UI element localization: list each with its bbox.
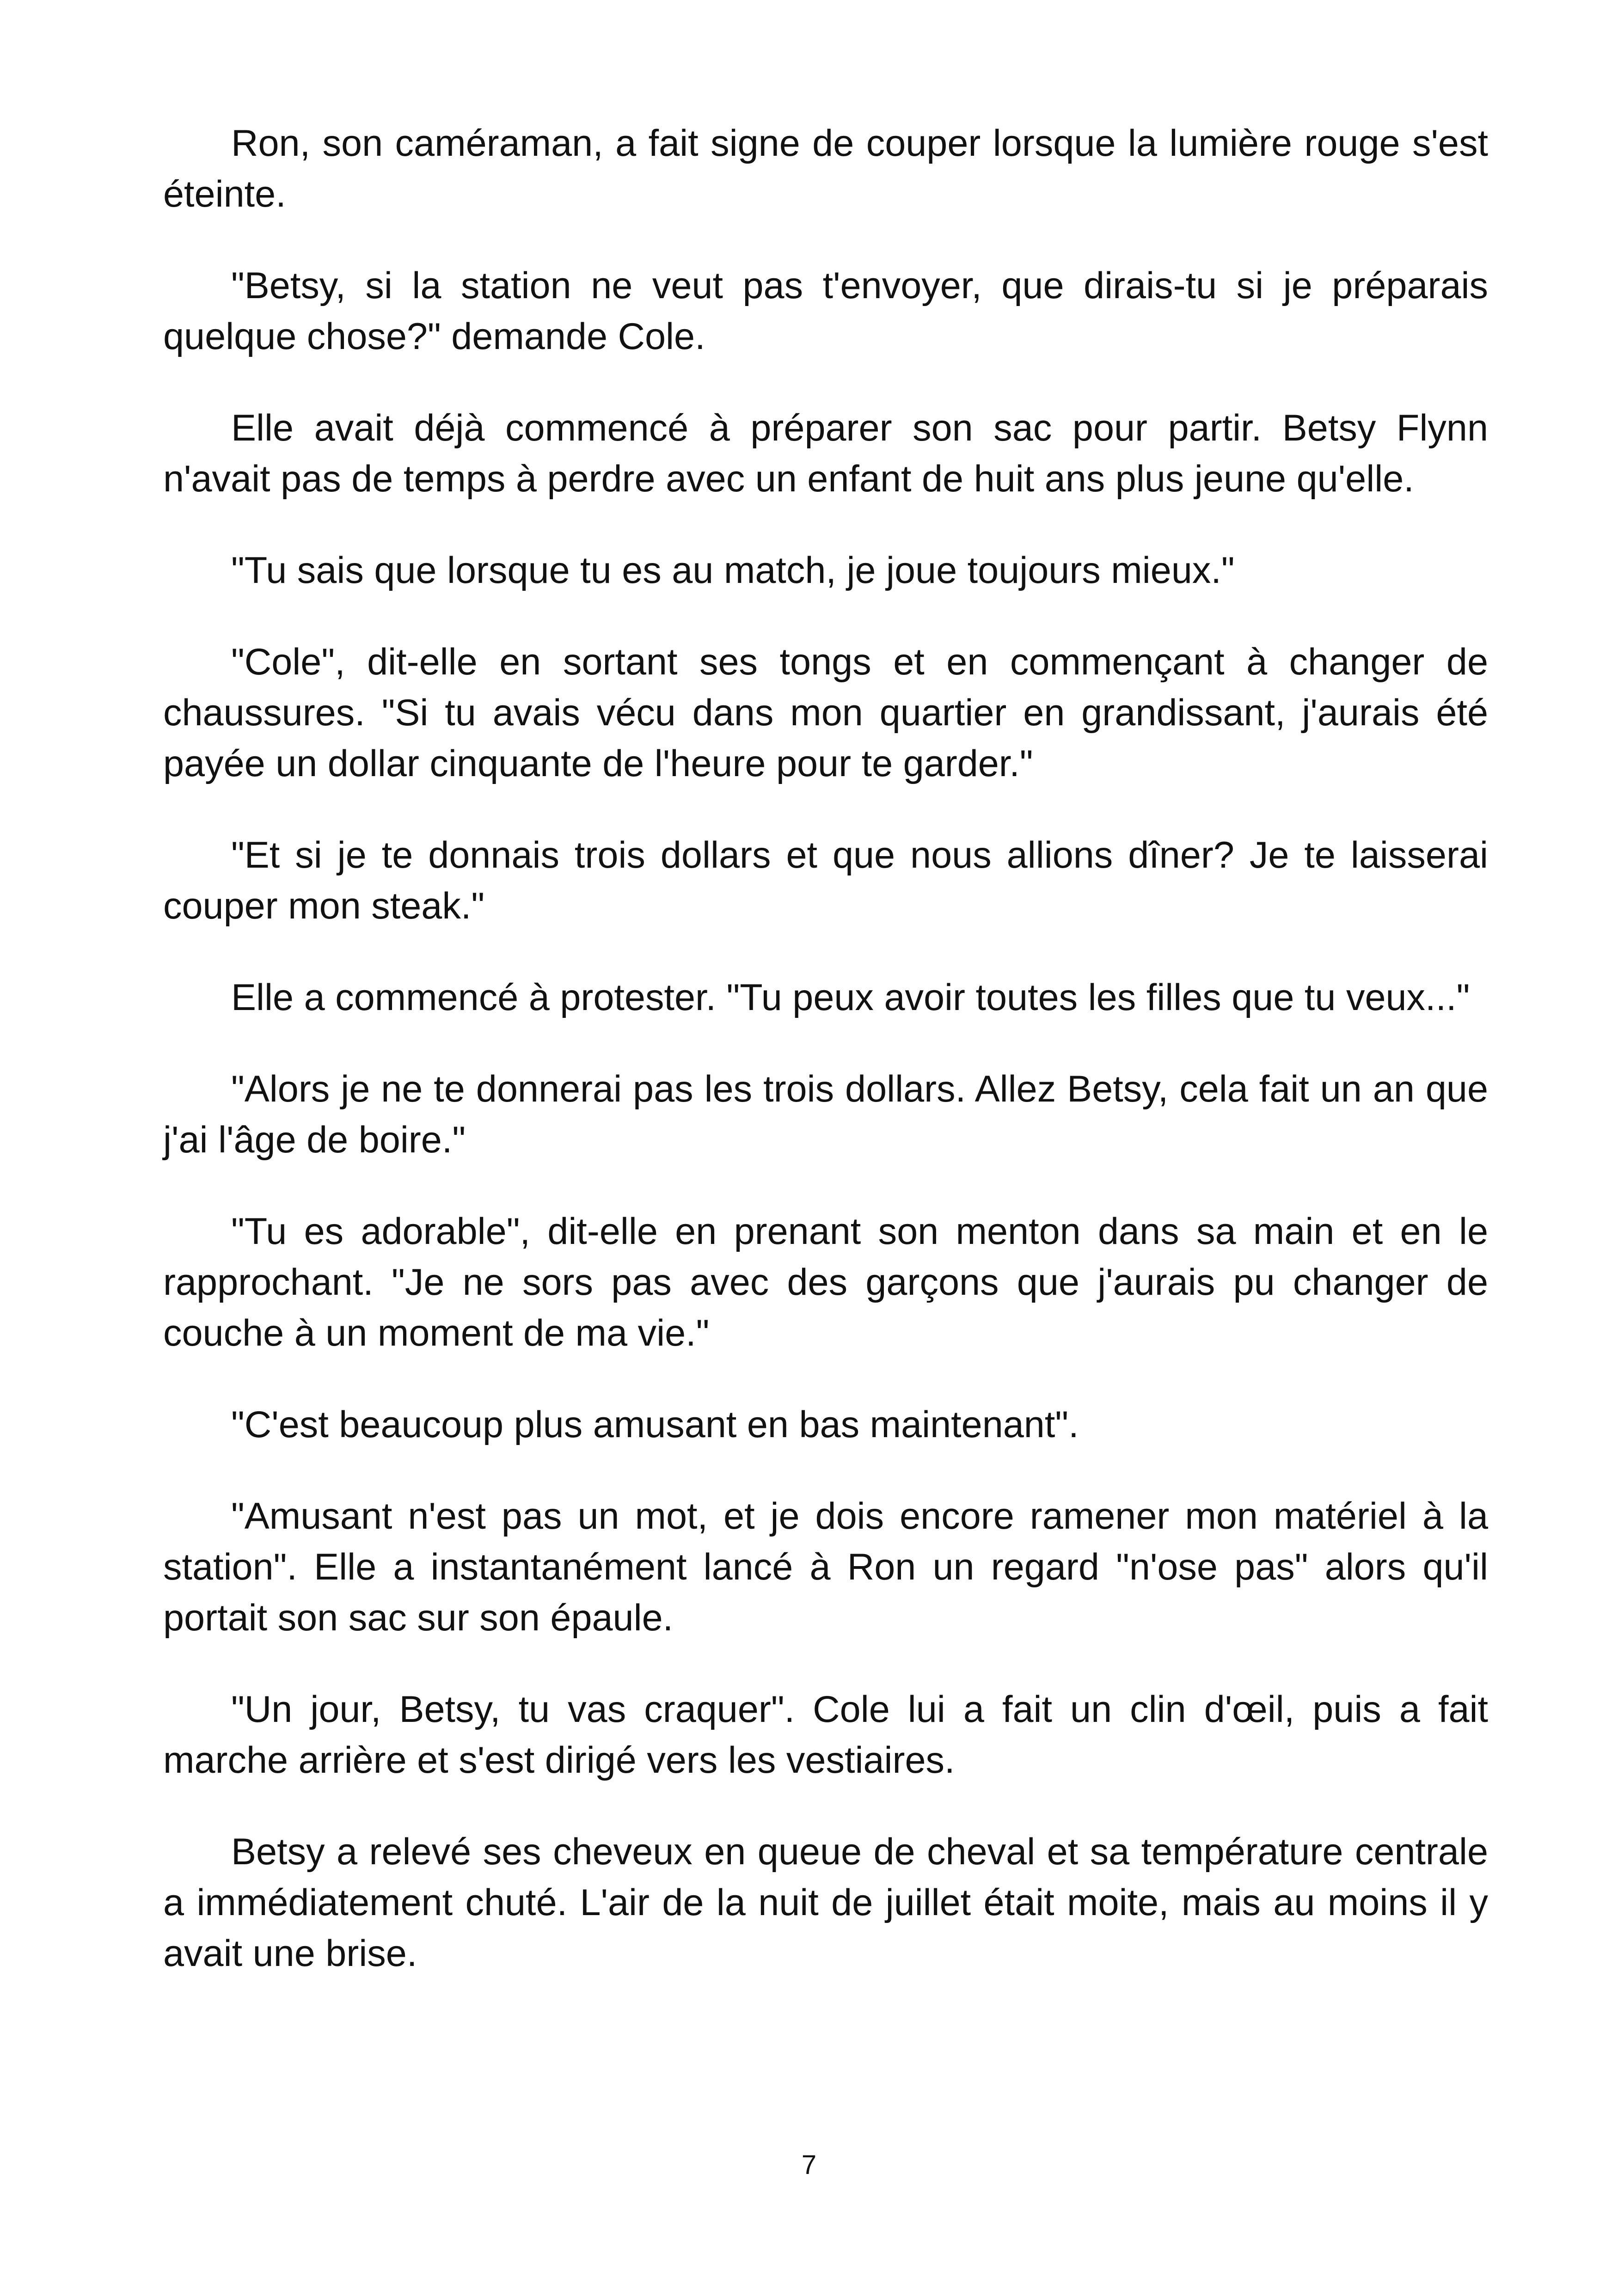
page-number: 7 bbox=[801, 2150, 817, 2180]
paragraph: "Tu es adorable", dit-elle en prenant son menton dans sa main et en le rapprochant. "Je ne sors pas avec des garçons que j'aurais pu changer de couche à un moment de ma vie." bbox=[163, 1211, 1488, 1354]
body-text bbox=[163, 118, 1488, 2020]
paragraph: "Betsy, si la station ne veut pas t'envoyer, que dirais-tu si je préparais quelque chose?" demande Cole. bbox=[163, 265, 1488, 357]
paragraph: "Tu sais que lorsque tu es au match, je joue toujours mieux." bbox=[231, 550, 1235, 591]
paragraph: "C'est beaucoup plus amusant en bas maintenant". bbox=[231, 1404, 1079, 1445]
paragraph: "Amusant n'est pas un mot, et je dois encore ramener mon matériel à la station". Elle a instantanément lancé à Ron un regard "n'ose pas" alors qu'il portait son sac sur son épaule. bbox=[163, 1495, 1488, 1639]
paragraph: Betsy a relevé ses cheveux en queue de cheval et sa température centrale a immédiatement chuté. L'air de la nuit de juillet était moite, mais au moins il y avait une brise. bbox=[163, 1831, 1488, 1974]
paragraph: "Et si je te donnais trois dollars et que nous allions dîner? Je te laisserai couper mon steak." bbox=[163, 834, 1488, 927]
paragraph: Elle avait déjà commencé à préparer son sac pour partir. Betsy Flynn n'avait pas de temps à perdre avec un enfant de huit ans plus jeune qu'elle. bbox=[163, 407, 1488, 500]
paragraph: "Un jour, Betsy, tu vas craquer". Cole lui a fait un clin d'œil, puis a fait marche arrière et s'est dirigé vers les vestiaires. bbox=[163, 1689, 1488, 1781]
paragraph: "Alors je ne te donnerai pas les trois dollars. Allez Betsy, cela fait un an que j'ai l'âge de boire." bbox=[163, 1068, 1488, 1161]
paragraph: Ron, son caméraman, a fait signe de couper lorsque la lumière rouge s'est éteinte. bbox=[163, 122, 1488, 215]
paragraph: "Cole", dit-elle en sortant ses tongs et en commençant à changer de chaussures. "Si tu avais vécu dans mon quartier en grandissant, j'aurais été payée un dollar cinquante de l'heure pour te garder." bbox=[163, 641, 1488, 784]
paragraph: Elle a commencé à protester. "Tu peux avoir toutes les filles que tu veux..." bbox=[231, 977, 1470, 1018]
